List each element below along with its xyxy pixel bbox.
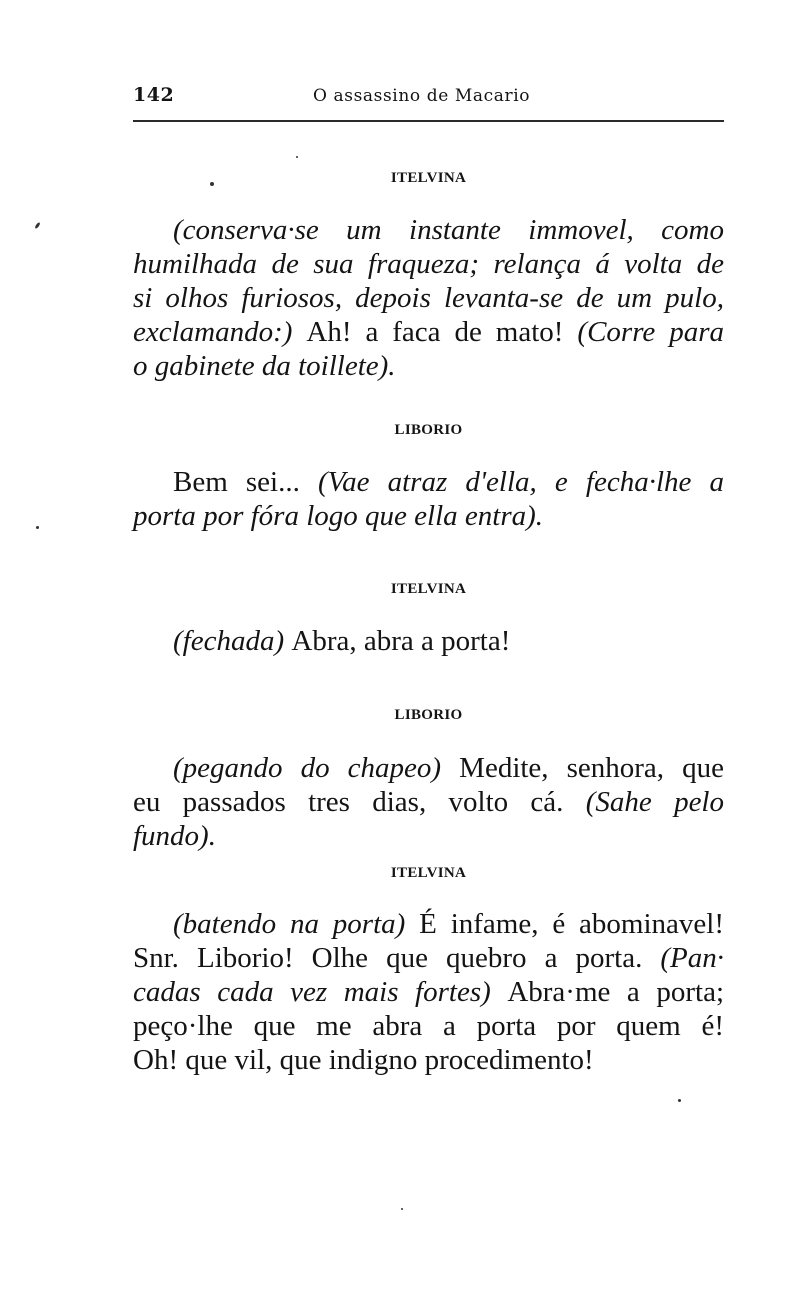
stage-direction: exclamando:) xyxy=(133,316,307,348)
speech-paragraph xyxy=(133,465,724,533)
stage-direction: o gabinete da toillete). xyxy=(133,350,396,382)
speaker-name: LIBORIO xyxy=(394,707,463,723)
speech-line xyxy=(133,941,724,975)
scan-speck xyxy=(678,1099,681,1102)
spoken-text: É infame, é abominavel! xyxy=(419,908,724,940)
scan-speck xyxy=(296,156,298,158)
speech-line xyxy=(133,349,724,383)
stage-direction: (Sahe pelo xyxy=(585,786,724,818)
stage-direction: (fechada) xyxy=(173,625,292,657)
stage-direction: porta por fóra logo que ella entra). xyxy=(133,500,544,532)
running-title: O assassino de Macario xyxy=(313,86,531,106)
spoken-text: Oh! que vil, que indigno procedimento! xyxy=(133,1044,594,1076)
spoken-text: Snr. Liborio! Olhe que quebro a porta. xyxy=(133,942,661,974)
page-header xyxy=(133,84,724,114)
speaker-name: LIBORIO xyxy=(394,422,463,438)
speech-line xyxy=(133,247,724,281)
speech-line xyxy=(133,465,724,499)
speech-line xyxy=(133,499,724,533)
speech-line xyxy=(133,907,724,941)
stage-direction: humilhada de sua fraqueza; relança á volta de xyxy=(133,248,724,280)
speaker-name: ITELVINA xyxy=(390,581,467,597)
stage-direction: (Pan· xyxy=(660,942,724,974)
speech-paragraph xyxy=(133,907,724,1077)
speech-line xyxy=(133,1043,724,1077)
speech-paragraph xyxy=(133,624,724,658)
speech-line xyxy=(133,785,724,819)
scan-speck xyxy=(401,1208,403,1210)
speech-line xyxy=(133,624,724,658)
speaker-name: ITELVINA xyxy=(390,865,467,881)
spoken-text: peço·lhe que me abra a porta por quem é! xyxy=(133,1010,724,1042)
speech-paragraph xyxy=(133,213,724,383)
spoken-text: Medite, senhora, que xyxy=(459,752,725,784)
stage-direction: (Corre para xyxy=(577,316,725,348)
spoken-text: eu passados tres dias, volto cá. xyxy=(133,786,586,818)
speech-paragraph xyxy=(133,751,724,853)
page-number: 142 xyxy=(133,84,175,106)
speech-line xyxy=(133,819,724,853)
spoken-text: Ah! a faca de mato! xyxy=(306,316,578,348)
stage-direction: si olhos furiosos, depois levanta-se de um pulo, xyxy=(133,282,724,314)
stage-direction: cadas cada vez mais fortes) xyxy=(133,976,508,1008)
speech-line xyxy=(133,751,724,785)
scan-speck xyxy=(34,222,40,229)
stage-direction: (Vae atraz d'ella, e fecha·lhe a xyxy=(317,466,724,498)
stage-direction: (pegando do chapeo) xyxy=(173,752,460,784)
speaker-name: ITELVINA xyxy=(390,170,467,186)
speech-line xyxy=(133,281,724,315)
spoken-text: Abra·me a porta; xyxy=(507,976,725,1008)
scan-speck xyxy=(210,182,214,186)
spoken-text: Abra, abra a porta! xyxy=(291,625,511,657)
header-rule xyxy=(133,120,724,122)
speech-line xyxy=(133,975,724,1009)
speech-line xyxy=(133,315,724,349)
speech-line xyxy=(133,213,724,247)
spoken-text: Bem sei... xyxy=(173,466,318,498)
scan-speck xyxy=(36,526,39,529)
stage-direction: (batendo na porta) xyxy=(173,908,420,940)
speech-line xyxy=(133,1009,724,1043)
stage-direction: fundo). xyxy=(133,820,216,852)
stage-direction: (conserva·se um instante immovel, como xyxy=(173,214,724,246)
